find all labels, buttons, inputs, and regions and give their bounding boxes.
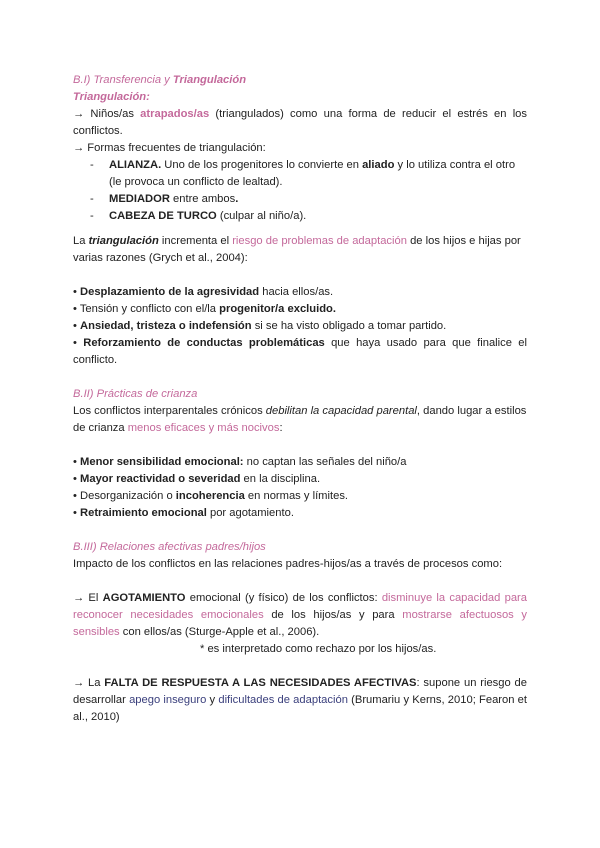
bold-term: Menor sensibilidad emocional: — [80, 456, 244, 468]
list-item-cabeza-de-turco — [73, 208, 527, 225]
bold-term: incoherencia — [175, 490, 245, 502]
section-heading-b2: B.II) Prácticas de crianza — [73, 388, 198, 400]
text-run: con ellos/as (Sturge-Apple et al., 2006). — [119, 626, 320, 638]
heading-emphasis: Triangulación — [172, 74, 247, 86]
term-cabeza-de-turco: CABEZA DE TURCO — [109, 210, 217, 222]
text-run: de los hijos e hijas por varias razones (Grych et al., 2004): — [73, 235, 521, 264]
bold-term: Mayor reactividad o severidad — [80, 473, 241, 485]
bullet: • — [73, 337, 84, 349]
term-mediador: MEDIADOR — [109, 193, 170, 205]
page-content — [73, 72, 527, 726]
text-run: → El — [73, 592, 103, 604]
paragraph-conflictos-cronicos — [73, 403, 527, 437]
note-rechazo: * es interpretado como rechazo por los hijos/as. — [200, 643, 437, 655]
paragraph-falta-respuesta — [73, 675, 527, 726]
dash-marker: - — [90, 159, 94, 171]
text-run: Los conflictos interparentales crónicos — [73, 405, 266, 417]
text-run: en normas y límites. — [244, 490, 349, 502]
list-item-mediador — [73, 191, 527, 208]
text-run: en la disciplina. — [240, 473, 321, 485]
bullet-ansiedad — [73, 318, 527, 335]
italic-term: debilitan la capacidad parental — [265, 405, 417, 417]
text-run: de los hijos/as y para — [263, 609, 403, 621]
text-run: (Brumariu y Kerns, 2010; Fearon et al., 2010) — [73, 694, 527, 723]
bullet: • — [73, 473, 81, 485]
paragraph-agotamiento — [73, 590, 527, 641]
bold-term: Retraimiento emocional — [80, 507, 207, 519]
bold-term: Desplazamiento de la agresividad — [80, 286, 260, 298]
text-run: : supone un riesgo de desarrollar — [73, 677, 527, 706]
dash-marker: - — [90, 193, 94, 205]
bullet-desplazamiento — [73, 284, 527, 301]
term-triangulacion: triangulación — [88, 235, 159, 247]
bullet-retraimiento — [73, 505, 527, 522]
text-run: → La — [73, 677, 105, 689]
bullet-desorganizacion — [73, 488, 527, 505]
text-run: si se ha visto obligado a tomar partido. — [251, 320, 447, 332]
term-aliado: aliado — [362, 159, 395, 171]
highlight-atrapados: atrapados/as — [140, 108, 210, 120]
text-run: entre ambos — [169, 193, 236, 205]
bold-term: FALTA DE RESPUESTA A LAS NECESIDADES AFECTIVAS — [104, 677, 417, 689]
bullet: • — [73, 456, 81, 468]
text-run: • Desorganización o — [73, 490, 176, 502]
bullet: • — [73, 320, 81, 332]
bullet: • — [73, 286, 81, 298]
text-run: emocional (y físico) de los conflictos: — [185, 592, 382, 604]
term-alianza: ALIANZA. — [109, 159, 162, 171]
bullet-reforzamiento — [73, 335, 527, 369]
text-run: hacia ellos/as. — [259, 286, 334, 298]
bold-term: AGOTAMIENTO — [102, 592, 186, 604]
text-run: : — [279, 422, 283, 434]
text-run: que haya usado para que finalice el conflicto. — [73, 337, 527, 366]
text-run: (le provoca un conflicto de lealtad). — [109, 176, 283, 188]
text-run: (triangulados) como una forma de reducir el estrés en los conflictos. — [73, 108, 527, 137]
highlight-dificultades: dificultades de adaptación — [218, 694, 348, 706]
bullet: • — [73, 507, 81, 519]
section-heading-b3: B.III) Relaciones afectivas padres/hijos — [73, 541, 266, 553]
highlight-afectuosos: mostrarse afectuosos y sensibles — [73, 609, 527, 638]
text-run: y — [206, 694, 219, 706]
bold-term: Ansiedad, tristeza o indefensión — [80, 320, 252, 332]
paragraph-triangulacion-riesgo — [73, 233, 527, 267]
paragraph-impacto: Impacto de los conflictos en las relaciones padres-hijos/as a través de procesos como: — [73, 558, 503, 570]
bold-term: progenitor/a excluido. — [219, 303, 336, 315]
text-run: • Tensión y conflicto con el/la — [73, 303, 220, 315]
list-item-alianza — [73, 157, 527, 191]
heading-text: B.I) Transferencia y — [73, 74, 173, 86]
section-heading-b1 — [73, 72, 527, 89]
text-run: por agotamiento. — [206, 507, 294, 519]
paragraph-formas: → Formas frecuentes de triangulación: — [73, 142, 266, 154]
bullet-reactividad — [73, 471, 527, 488]
text-run: (culpar al niño/a). — [216, 210, 307, 222]
highlight-nocivos: menos eficaces y más nocivos — [127, 422, 280, 434]
text-run: no captan las señales del niño/a — [243, 456, 407, 468]
bullet-sensibilidad — [73, 454, 527, 471]
text-run: La — [73, 235, 89, 247]
text-run: y lo utiliza contra el otro — [394, 159, 516, 171]
highlight-riesgo: riesgo de problemas de adaptación — [232, 235, 407, 247]
text-run: → Niños/as — [73, 108, 141, 120]
text-run: Uno de los progenitores lo convierte en — [161, 159, 363, 171]
dash-marker: - — [90, 210, 94, 222]
bold-term: Reforzamiento de conductas problemáticas — [83, 337, 325, 349]
highlight-necesidades: disminuye la capacidad para reconocer necesidades emocionales — [73, 592, 527, 621]
highlight-apego: apego inseguro — [129, 694, 207, 706]
text-run: , dando lugar a estilos de crianza — [73, 405, 527, 434]
paragraph-atrapados — [73, 106, 527, 140]
subheading-triangulacion: Triangulación: — [73, 91, 150, 103]
text-run: . — [235, 193, 239, 205]
bullet-tension — [73, 301, 527, 318]
text-run: incrementa el — [158, 235, 233, 247]
